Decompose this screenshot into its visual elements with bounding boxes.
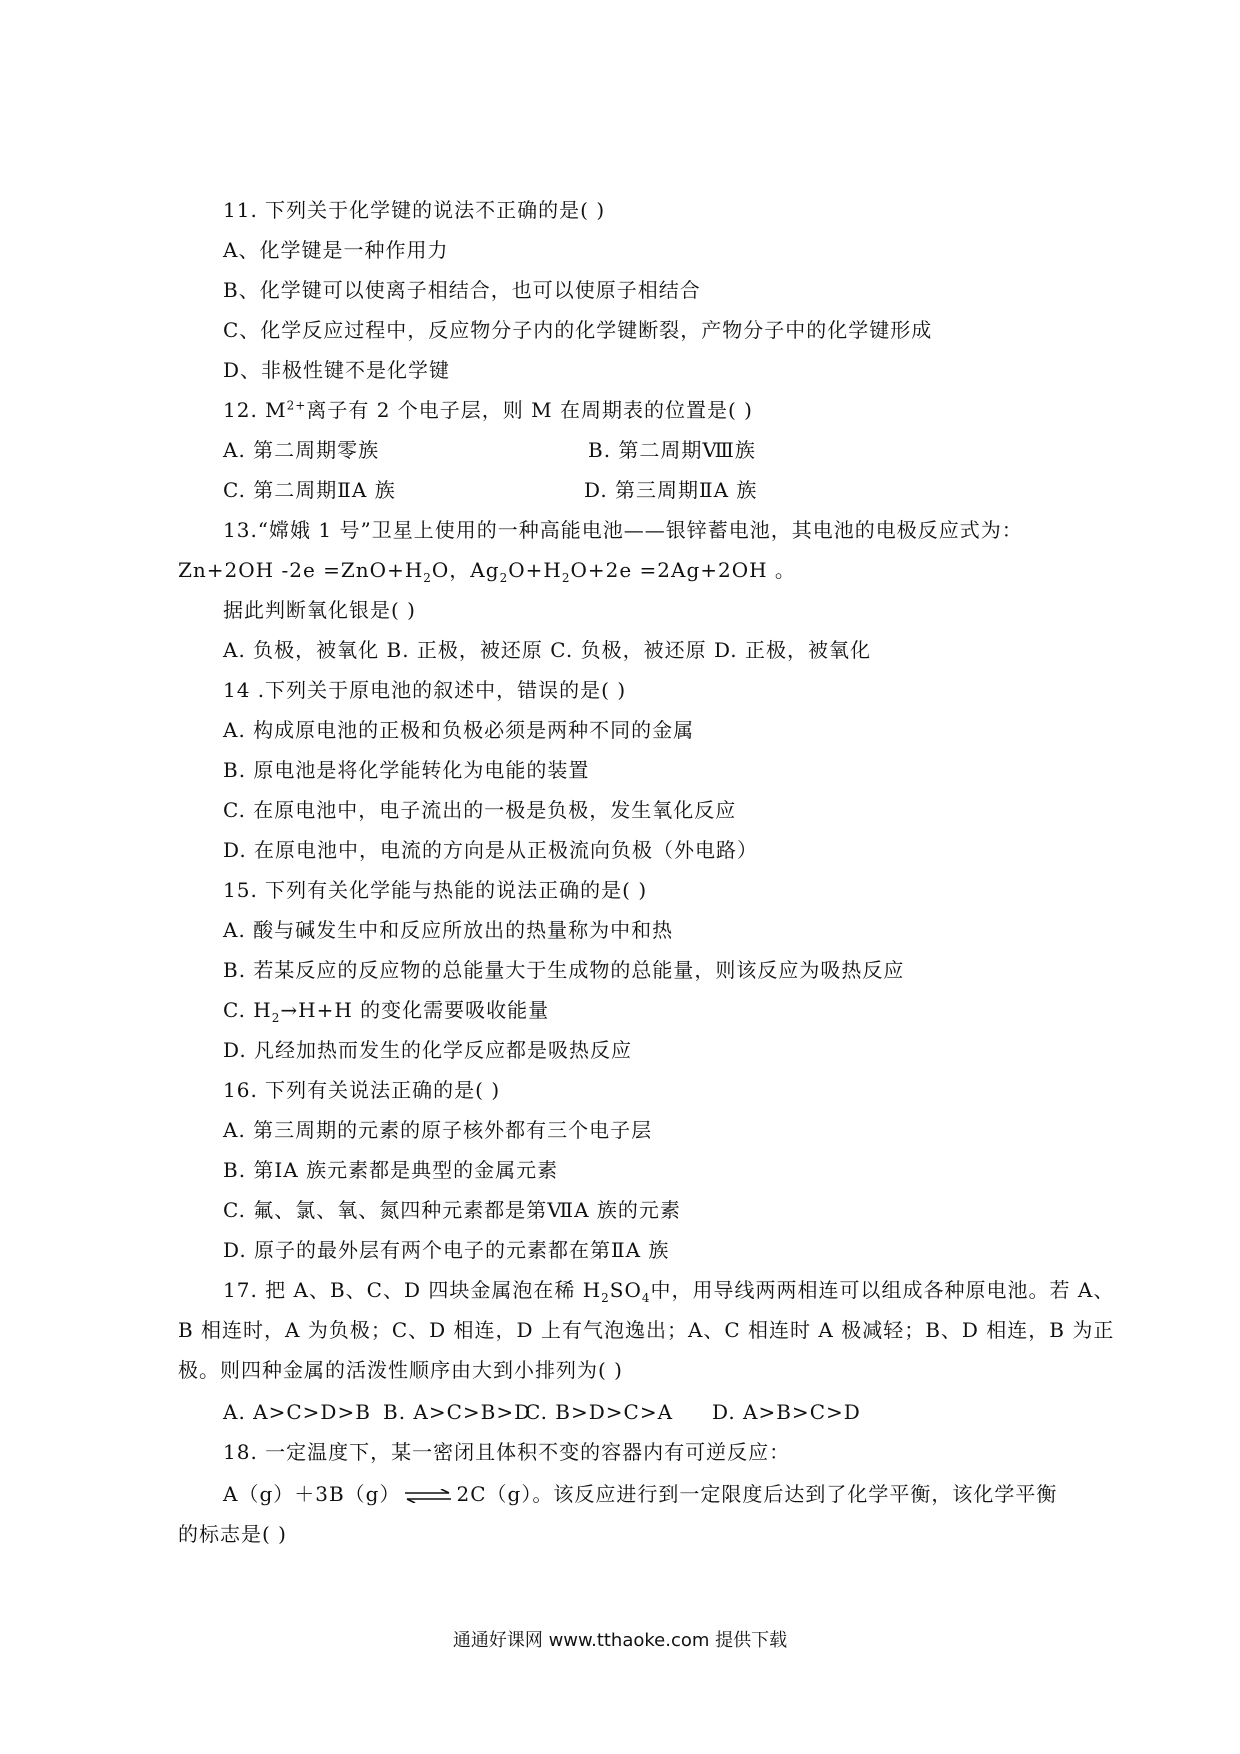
q12-charge: 2+ [286,398,307,413]
q17-option-c: C. B>D>C>A [525,1400,674,1424]
q12-option-b: B. 第二周期Ⅷ族 [588,438,756,462]
q15-option-c-post: →H+H 的变化需要吸收能量 [280,998,550,1022]
q18-line3: 的标志是( ) [178,1522,287,1546]
q17-stem-pre: 17. 把 A、B、C、D 四块金属泡在稀 H [223,1278,602,1302]
q12-option-c: C. 第二周期ⅡA 族 [223,478,396,502]
q16-option-c: C. 氟、氯、氧、氮四种元素都是第ⅦA 族的元素 [223,1198,681,1222]
q13-eq1-tail: O，Ag [431,558,500,582]
q16-option-a: A. 第三周期的元素的原子核外都有三个电子层 [223,1118,653,1142]
q18-eq-left: A（g）＋3B（g） [223,1482,401,1506]
q12-option-a: A. 第二周期零族 [223,438,380,462]
q17-option-a: A. A>C>D>B [223,1400,371,1424]
q13-stem: 13.“嫦娥 1 号”卫星上使用的一种高能电池——银锌蓄电池，其电池的电极反应式为： [223,518,1023,542]
q14-option-b: B. 原电池是将化学能转化为电能的装置 [223,758,590,782]
q11-option-d: D、非极性键不是化学键 [223,358,451,382]
q13-eq1: Zn+2OH -2e =ZnO+H [178,558,424,582]
q15-option-c [223,998,550,1025]
q13-equations [178,558,796,585]
q13-eq2: O+H [508,558,562,582]
q17-stem-post: 中，用导线两两相连可以组成各种原电池。若 A、 [650,1278,1115,1302]
q12-option-d: D. 第三周期ⅡA 族 [584,478,758,502]
q13-eq1-sub: 2 [423,571,432,585]
equilibrium-arrow-icon [403,1489,453,1503]
q13-options: A. 负极，被氧化 B. 正极，被还原 C. 负极，被还原 D. 正极，被氧化 [223,638,871,662]
q16-option-b: B. 第ⅠA 族元素都是典型的金属元素 [223,1158,559,1182]
q13-eq2-tail: O+2e =2Ag+2OH 。 [570,558,796,582]
q11-option-a: A、化学键是一种作用力 [223,238,449,262]
q15-option-c-pre: C. H [223,998,272,1022]
q12-stem-rest: 离子有 2 个电子层，则 M 在周期表的位置是( ) [306,398,753,422]
q17-sub1: 2 [601,1291,610,1305]
q17-stem-mid: SO [609,1278,642,1302]
q11-stem: 11. 下列关于化学键的说法不正确的是( ) [223,198,606,222]
q13-question: 据此判断氧化银是( ) [223,598,416,622]
q17-option-d: D. A>B>C>D [712,1400,861,1424]
q14-option-a: A. 构成原电池的正极和负极必须是两种不同的金属 [223,718,695,742]
q17-line2: B 相连时，A 为负极；C、D 相连，D 上有气泡逸出；A、C 相连时 A 极减轻；B、D 相连，B 为正 [178,1318,1115,1342]
q18-stem: 18. 一定温度下，某一密闭且体积不变的容器内有可逆反应： [223,1440,791,1464]
q18-eq-right: 2C（g）。该反应进行到一定限度后达到了化学平衡，该化学平衡 [456,1482,1058,1506]
q13-eq2-sub: 2 [499,571,509,585]
q11-option-c: C、化学反应过程中，反应物分子内的化学键断裂，产物分子中的化学键形成 [223,318,933,342]
q15-option-d: D. 凡经加热而发生的化学反应都是吸热反应 [223,1038,633,1062]
q12-stem [223,398,753,422]
q17-option-b: B. A>C>B>D [383,1400,532,1424]
q18-equation [223,1482,1057,1506]
q11-option-b: B、化学键可以使离子相结合，也可以使原子相结合 [223,278,701,302]
q12-num: 12. M [223,398,287,422]
q16-option-d: D. 原子的最外层有两个电子的元素都在第ⅡA 族 [223,1238,670,1262]
q14-option-c: C. 在原电池中，电子流出的一极是负极，发生氧化反应 [223,798,737,822]
q14-stem: 14 .下列关于原电池的叙述中，错误的是( ) [223,678,627,702]
page-footer: 通通好课网 www.tthaoke.com 提供下载 [452,1630,788,1651]
q14-option-d: D. 在原电池中，电流的方向是从正极流向负极（外电路） [223,838,759,862]
q16-stem: 16. 下列有关说法正确的是( ) [223,1078,501,1102]
q15-option-b: B. 若某反应的反应物的总能量大于生成物的总能量，则该反应为吸热反应 [223,958,905,982]
q17-sub2: 4 [641,1291,651,1305]
q15-option-c-sub: 2 [271,1011,281,1025]
q17-stem [223,1278,1115,1305]
q17-line3: 极。则四种金属的活泼性顺序由大到小排列为( ) [178,1358,623,1382]
q15-option-a: A. 酸与碱发生中和反应所放出的热量称为中和热 [223,918,674,942]
q15-stem: 15. 下列有关化学能与热能的说法正确的是( ) [223,878,648,902]
q13-eq2-sub2: 2 [561,571,571,585]
